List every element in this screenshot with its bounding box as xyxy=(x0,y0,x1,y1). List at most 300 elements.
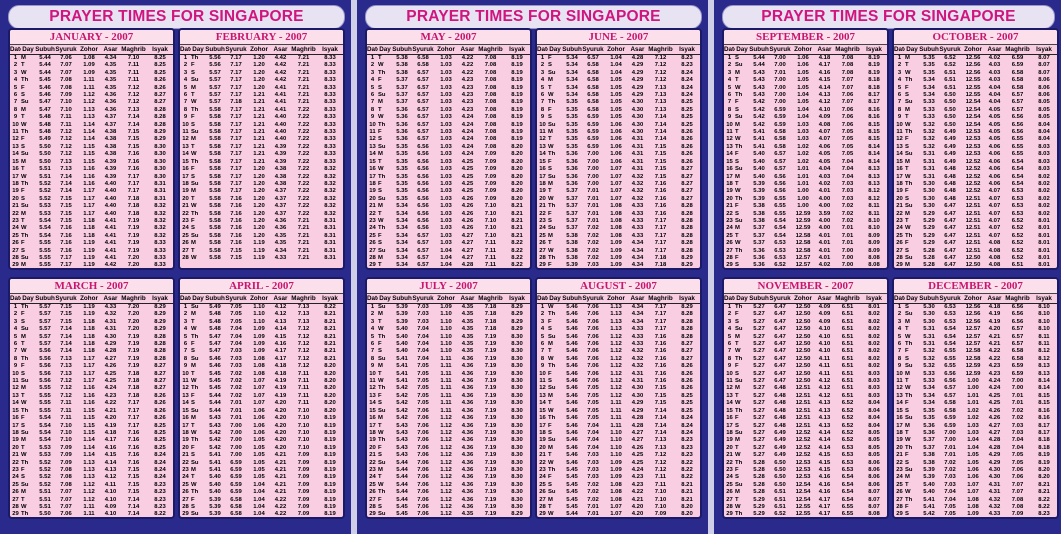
table-cell: 7.09 xyxy=(60,452,72,459)
table-cell: 5.29 xyxy=(923,217,935,224)
table-cell: 8.21 xyxy=(511,210,523,217)
table-row xyxy=(894,474,1057,481)
table-cell: 7.01 xyxy=(587,195,599,202)
table-cell: 6.59 xyxy=(230,459,242,466)
table-cell: 7.17 xyxy=(127,422,140,429)
table-cell: 7.19 xyxy=(484,385,497,392)
table-row xyxy=(10,233,173,240)
table-cell: 4.42 xyxy=(274,55,287,61)
table-cell: 5.48 xyxy=(39,114,51,121)
table-cell: 22 xyxy=(12,459,19,466)
table-cell: 13 xyxy=(182,392,189,399)
table-cell: M xyxy=(905,210,910,217)
table-cell: Su xyxy=(191,180,199,187)
table-cell: 1.10 xyxy=(610,429,622,436)
table-row xyxy=(724,489,887,496)
table-cell: 6.58 xyxy=(587,106,599,113)
table-cell: 14 xyxy=(12,400,19,407)
table-row xyxy=(180,166,343,173)
table-cell: 12.50 xyxy=(795,378,811,385)
table-cell: 1.09 xyxy=(610,459,622,466)
table-cell: 18 xyxy=(369,429,376,436)
table-row xyxy=(894,248,1057,255)
table-row xyxy=(180,385,343,392)
table-cell: 4.19 xyxy=(274,392,287,399)
table-row xyxy=(537,326,700,333)
table-cell: 7.22 xyxy=(297,136,310,143)
month-title: FEBRUARY - 2007 xyxy=(180,30,343,45)
table-cell: 4.38 xyxy=(104,129,117,136)
table-cell: 5.27 xyxy=(753,311,765,318)
table-cell: 1.03 xyxy=(440,143,452,150)
table-cell: 5.36 xyxy=(396,136,408,143)
table-cell: 7.09 xyxy=(484,151,497,158)
table-cell: 7.04 xyxy=(1011,437,1024,444)
table-cell: 8.28 xyxy=(681,333,693,340)
table-cell: 4.12 xyxy=(818,385,831,392)
table-cell: T xyxy=(191,318,195,325)
table-cell: 6.55 xyxy=(841,503,854,510)
table-cell: T xyxy=(21,496,25,503)
table-cell: Th xyxy=(191,385,199,392)
table-cell: 5.54 xyxy=(39,422,51,429)
table-cell: 8.26 xyxy=(681,136,693,143)
table-cell: 5.46 xyxy=(566,311,578,318)
table-cell: 6.57 xyxy=(417,254,429,261)
table-cell: 4.29 xyxy=(631,84,644,91)
table-cell: 6.53 xyxy=(774,247,786,254)
table-cell: 5.52 xyxy=(39,180,51,187)
table-cell: 4.36 xyxy=(461,355,474,362)
table-cell: 4.27 xyxy=(631,429,644,436)
table-cell: 5.35 xyxy=(566,136,578,143)
table-cell: 5.27 xyxy=(753,378,765,385)
table-cell: 7.09 xyxy=(60,92,72,99)
table-cell: 1.03 xyxy=(440,240,452,247)
table-cell: 5.45 xyxy=(209,378,221,385)
table-cell: 4.29 xyxy=(631,92,644,99)
table-cell: 6.53 xyxy=(774,254,786,261)
table-cell: 5.44 xyxy=(39,69,51,76)
table-cell: 5.54 xyxy=(39,232,51,239)
table-cell: 1 xyxy=(727,304,732,310)
table-cell: 8.20 xyxy=(511,180,523,187)
table-cell: 12.51 xyxy=(965,203,981,210)
table-row xyxy=(367,255,530,262)
table-row xyxy=(367,151,530,158)
column-header: Zohor xyxy=(77,294,101,304)
table-cell: 4.15 xyxy=(818,77,831,84)
table-cell: 5.46 xyxy=(566,385,578,392)
table-cell: 4.24 xyxy=(461,129,474,136)
table-row xyxy=(10,159,173,166)
table-cell: T xyxy=(21,392,25,399)
table-cell: 5.58 xyxy=(209,240,221,247)
table-cell: 8.21 xyxy=(324,311,336,318)
table-cell: 5.44 xyxy=(209,392,221,399)
table-cell: 7.05 xyxy=(587,400,599,407)
table-cell: 6.48 xyxy=(944,173,956,180)
table-row xyxy=(894,385,1057,392)
table-cell: 6.56 xyxy=(417,203,429,210)
table-cell: 5.46 xyxy=(566,437,578,444)
table-cell: 14 xyxy=(369,151,376,158)
column-header: Day xyxy=(192,295,204,302)
table-cell: 6.47 xyxy=(774,304,786,310)
table-cell: 12.51 xyxy=(795,407,811,414)
table-cell: 7.14 xyxy=(654,136,667,143)
table-cell: 20 xyxy=(369,195,376,202)
table-cell: 6.47 xyxy=(774,355,786,362)
table-row xyxy=(367,107,530,114)
table-row xyxy=(537,378,700,385)
table-cell: 4.36 xyxy=(461,496,474,503)
table-cell: 4.29 xyxy=(631,62,644,69)
table-row xyxy=(724,107,887,114)
table-cell: 4.01 xyxy=(818,240,831,247)
table-cell: T xyxy=(378,55,382,61)
table-cell: 1.03 xyxy=(440,55,452,61)
table-cell: 21 xyxy=(726,203,733,210)
table-cell: 7 xyxy=(540,99,545,106)
table-cell: 12.51 xyxy=(965,210,981,217)
table-cell: 24 xyxy=(539,474,546,481)
column-header: Dat xyxy=(724,295,735,302)
table-cell: 7.10 xyxy=(654,503,667,510)
table-row xyxy=(894,482,1057,489)
table-cell: 7.15 xyxy=(127,466,140,473)
table-cell: Th xyxy=(21,511,29,518)
table-row xyxy=(894,430,1057,437)
table-cell: 7.01 xyxy=(230,407,242,414)
table-cell: 8.28 xyxy=(154,333,166,340)
table-cell: F xyxy=(378,129,382,136)
table-cell: 4.23 xyxy=(461,99,474,106)
table-cell: 7.16 xyxy=(60,247,72,254)
table-cell: M xyxy=(378,311,383,318)
table-cell: 7.16 xyxy=(60,225,72,232)
table-cell: S xyxy=(735,474,739,481)
table-cell: 7.07 xyxy=(60,503,72,510)
table-row xyxy=(724,460,887,467)
table-row xyxy=(894,196,1057,203)
table-cell: 1.01 xyxy=(797,166,809,173)
table-row xyxy=(724,99,887,106)
table-cell: S xyxy=(735,422,739,429)
table-cell: 12.58 xyxy=(795,247,811,254)
table-cell: 5.38 xyxy=(923,452,935,459)
table-cell: T xyxy=(21,62,25,69)
table-cell: 7.10 xyxy=(484,210,497,217)
table-cell: 8.28 xyxy=(154,114,166,121)
table-cell: 4.29 xyxy=(631,400,644,407)
table-cell: 19 xyxy=(726,437,733,444)
table-row xyxy=(724,225,887,232)
table-cell: 7.00 xyxy=(587,173,599,180)
table-cell: 4.15 xyxy=(818,466,831,473)
table-cell: 4.23 xyxy=(988,363,1001,370)
table-cell: 8.20 xyxy=(511,188,523,195)
table-cell: 1.11 xyxy=(610,415,622,422)
table-cell: 6.56 xyxy=(1011,311,1024,318)
table-cell: 7.03 xyxy=(230,348,242,355)
table-cell: 5.45 xyxy=(566,466,578,473)
table-cell: 6.50 xyxy=(944,121,956,128)
table-row xyxy=(724,430,887,437)
table-cell: 1.12 xyxy=(610,333,622,340)
table-cell: 6.55 xyxy=(944,363,956,370)
table-cell: 7.17 xyxy=(654,318,667,325)
table-cell: 8.15 xyxy=(1038,400,1050,407)
table-cell: F xyxy=(548,262,552,269)
table-cell: 8.20 xyxy=(511,151,523,158)
table-cell: 8.27 xyxy=(681,166,693,173)
table-cell: 7.19 xyxy=(484,503,497,510)
table-cell: 5.58 xyxy=(209,158,221,165)
table-cell: 8.03 xyxy=(1038,143,1050,150)
table-cell: 29 xyxy=(369,262,376,269)
table-cell: Su xyxy=(905,99,913,106)
table-cell: 15 xyxy=(896,407,903,414)
table-cell: 7.08 xyxy=(484,114,497,121)
table-cell: 7.03 xyxy=(944,481,956,488)
table-cell: 7.15 xyxy=(654,143,667,150)
table-cell: 7.17 xyxy=(654,247,667,254)
table-cell: 2 xyxy=(370,62,375,69)
table-cell: 7 xyxy=(370,99,375,106)
table-cell: 5.46 xyxy=(566,392,578,399)
table-row xyxy=(180,452,343,459)
table-cell: 1.13 xyxy=(610,304,622,310)
table-cell: Th xyxy=(191,55,199,61)
table-cell: 12.51 xyxy=(965,232,981,239)
table-cell: 7.22 xyxy=(297,151,310,158)
table-cell: 29 xyxy=(12,511,19,518)
table-cell: 1.10 xyxy=(440,341,452,348)
table-cell: 12.52 xyxy=(965,180,981,187)
table-cell: 7.02 xyxy=(587,240,599,247)
table-cell: 1.06 xyxy=(967,474,979,481)
table-cell: 12.55 xyxy=(965,92,981,99)
table-cell: 5.39 xyxy=(209,496,221,503)
table-cell: 8.19 xyxy=(1038,459,1050,466)
table-cell: 12.53 xyxy=(795,459,811,466)
table-cell: 7.17 xyxy=(654,304,667,310)
table-cell: 5.55 xyxy=(39,392,51,399)
table-cell: Su xyxy=(548,489,556,496)
table-cell: S xyxy=(905,511,909,518)
table-cell: S xyxy=(21,195,25,202)
table-cell: 4.12 xyxy=(104,474,117,481)
table-cell: 1.03 xyxy=(967,422,979,429)
table-cell: S xyxy=(905,92,909,99)
table-cell: 12.56 xyxy=(965,62,981,69)
table-cell: 7.19 xyxy=(484,466,497,473)
table-cell: 8.32 xyxy=(154,210,166,217)
table-cell: 6.50 xyxy=(774,466,786,473)
table-cell: 7.21 xyxy=(297,77,310,84)
table-row xyxy=(894,511,1057,518)
table-cell: 9 xyxy=(897,363,902,370)
table-cell: 6.56 xyxy=(1011,114,1024,121)
table-row xyxy=(180,423,343,430)
table-cell: 5.41 xyxy=(209,452,221,459)
table-cell: 5 xyxy=(183,84,188,91)
table-cell: 1.11 xyxy=(440,363,452,370)
table-cell: 5.34 xyxy=(566,77,578,84)
table-cell: 12.51 xyxy=(795,400,811,407)
table-cell: 7.05 xyxy=(841,129,854,136)
table-cell: 1.12 xyxy=(83,496,95,503)
table-cell: 7.02 xyxy=(587,254,599,261)
table-cell: 24 xyxy=(539,225,546,232)
column-header: Maghrib xyxy=(835,295,860,302)
table-cell: 4.12 xyxy=(818,378,831,385)
table-cell: 1 xyxy=(897,304,902,310)
table-cell: 7.19 xyxy=(484,429,497,436)
table-cell: 4.32 xyxy=(631,348,644,355)
table-cell: 3 xyxy=(183,69,188,76)
table-cell: 5.44 xyxy=(396,489,408,496)
table-cell: 16 xyxy=(369,415,376,422)
table-cell: 4.40 xyxy=(104,188,117,195)
table-cell: 4.06 xyxy=(988,143,1001,150)
table-cell: Th xyxy=(548,99,556,106)
table-cell: 8.20 xyxy=(511,143,523,150)
table-row xyxy=(180,107,343,114)
table-cell: 23 xyxy=(539,466,546,473)
table-cell: 7.17 xyxy=(230,143,242,150)
table-cell: 12.51 xyxy=(965,225,981,232)
table-cell: 1.10 xyxy=(610,444,622,451)
table-cell: Th xyxy=(548,203,556,210)
table-cell: 6.47 xyxy=(944,225,956,232)
table-cell: 4.22 xyxy=(988,348,1001,355)
table-cell: 5.41 xyxy=(753,143,765,150)
table-cell: 1.18 xyxy=(83,217,95,224)
table-cell: S xyxy=(378,136,382,143)
table-cell: 8.12 xyxy=(868,195,880,202)
table-cell: S xyxy=(548,429,552,436)
table-cell: 1.14 xyxy=(83,121,95,128)
table-cell: 8.32 xyxy=(324,180,336,187)
table-cell: 1.19 xyxy=(83,311,95,318)
table-cell: 7.17 xyxy=(127,407,140,414)
table-cell: 6.56 xyxy=(417,188,429,195)
table-cell: 1.11 xyxy=(83,503,95,510)
table-cell: 1.16 xyxy=(83,392,95,399)
table-cell: 8.08 xyxy=(868,262,880,269)
table-cell: 8.28 xyxy=(681,210,693,217)
table-cell: T xyxy=(21,444,25,451)
table-cell: 5.28 xyxy=(923,262,935,269)
table-cell: 6.53 xyxy=(1011,195,1024,202)
table-cell: 6.54 xyxy=(944,333,956,340)
table-cell: 5.53 xyxy=(39,444,51,451)
table-cell: 26 xyxy=(539,489,546,496)
table-cell: 8.33 xyxy=(324,121,336,128)
table-cell: 5.37 xyxy=(396,84,408,91)
table-cell: 4.30 xyxy=(631,99,644,106)
table-cell: W xyxy=(548,92,554,99)
table-cell: 6.58 xyxy=(944,400,956,407)
table-cell: 6.57 xyxy=(774,158,786,165)
table-cell: 5.34 xyxy=(566,69,578,76)
table-cell: 4.21 xyxy=(274,459,287,466)
table-cell: 8.31 xyxy=(324,254,336,261)
table-cell: 8.23 xyxy=(154,489,166,496)
table-cell: Th xyxy=(548,363,556,370)
table-cell: 6.58 xyxy=(587,84,599,91)
table-cell: 7.08 xyxy=(484,62,497,69)
table-cell: 29 xyxy=(539,262,546,269)
table-cell: 5.58 xyxy=(209,136,221,143)
table-cell: 4.26 xyxy=(461,217,474,224)
table-cell: F xyxy=(735,415,739,422)
table-cell: 1.19 xyxy=(253,254,265,261)
table-cell: 7.10 xyxy=(297,415,310,422)
table-cell: 7.14 xyxy=(127,496,140,503)
table-row xyxy=(367,211,530,218)
table-cell: T xyxy=(191,195,195,202)
table-cell: 8.03 xyxy=(1038,158,1050,165)
table-cell: 29 xyxy=(182,511,189,518)
table-cell: 5.27 xyxy=(753,348,765,355)
table-cell: 1.11 xyxy=(610,400,622,407)
table-row xyxy=(367,371,530,378)
column-header: Day xyxy=(22,295,34,302)
table-cell: Su xyxy=(735,326,743,333)
table-row xyxy=(537,385,700,392)
table-cell: 5.45 xyxy=(39,77,51,84)
table-cell: 7.00 xyxy=(587,166,599,173)
table-cell: 5.40 xyxy=(923,481,935,488)
table-cell: 5.44 xyxy=(396,496,408,503)
table-cell: 16 xyxy=(726,415,733,422)
table-cell: 16 xyxy=(539,166,546,173)
table-cell: 7.06 xyxy=(417,466,429,473)
table-cell: T xyxy=(548,400,552,407)
table-cell: 7.20 xyxy=(127,318,140,325)
table-row xyxy=(10,415,173,422)
table-cell: 8.23 xyxy=(681,444,693,451)
table-cell: 4.30 xyxy=(631,129,644,136)
table-cell: 6.47 xyxy=(774,311,786,318)
table-cell: 2 xyxy=(727,62,732,69)
table-cell: Su xyxy=(378,304,386,310)
table-row xyxy=(724,385,887,392)
table-cell: 4.05 xyxy=(818,158,831,165)
table-cell: 6 xyxy=(540,341,545,348)
table-cell: 9 xyxy=(13,114,18,121)
table-cell: T xyxy=(191,143,195,150)
table-row xyxy=(180,371,343,378)
table-cell: 7.06 xyxy=(417,452,429,459)
table-cell: 5.35 xyxy=(923,55,935,61)
table-cell: 6.52 xyxy=(841,422,854,429)
table-cell: 4.26 xyxy=(631,444,644,451)
table-cell: 7.04 xyxy=(841,173,854,180)
table-row xyxy=(367,240,530,247)
column-header: Subuh xyxy=(749,295,769,302)
table-cell: 4.21 xyxy=(274,489,287,496)
table-header-row xyxy=(367,294,530,304)
table-cell: 4.29 xyxy=(631,69,644,76)
table-cell: 4.36 xyxy=(461,459,474,466)
table-cell: 8.21 xyxy=(681,481,693,488)
table-cell: 8.25 xyxy=(681,400,693,407)
table-cell: 9 xyxy=(370,363,375,370)
